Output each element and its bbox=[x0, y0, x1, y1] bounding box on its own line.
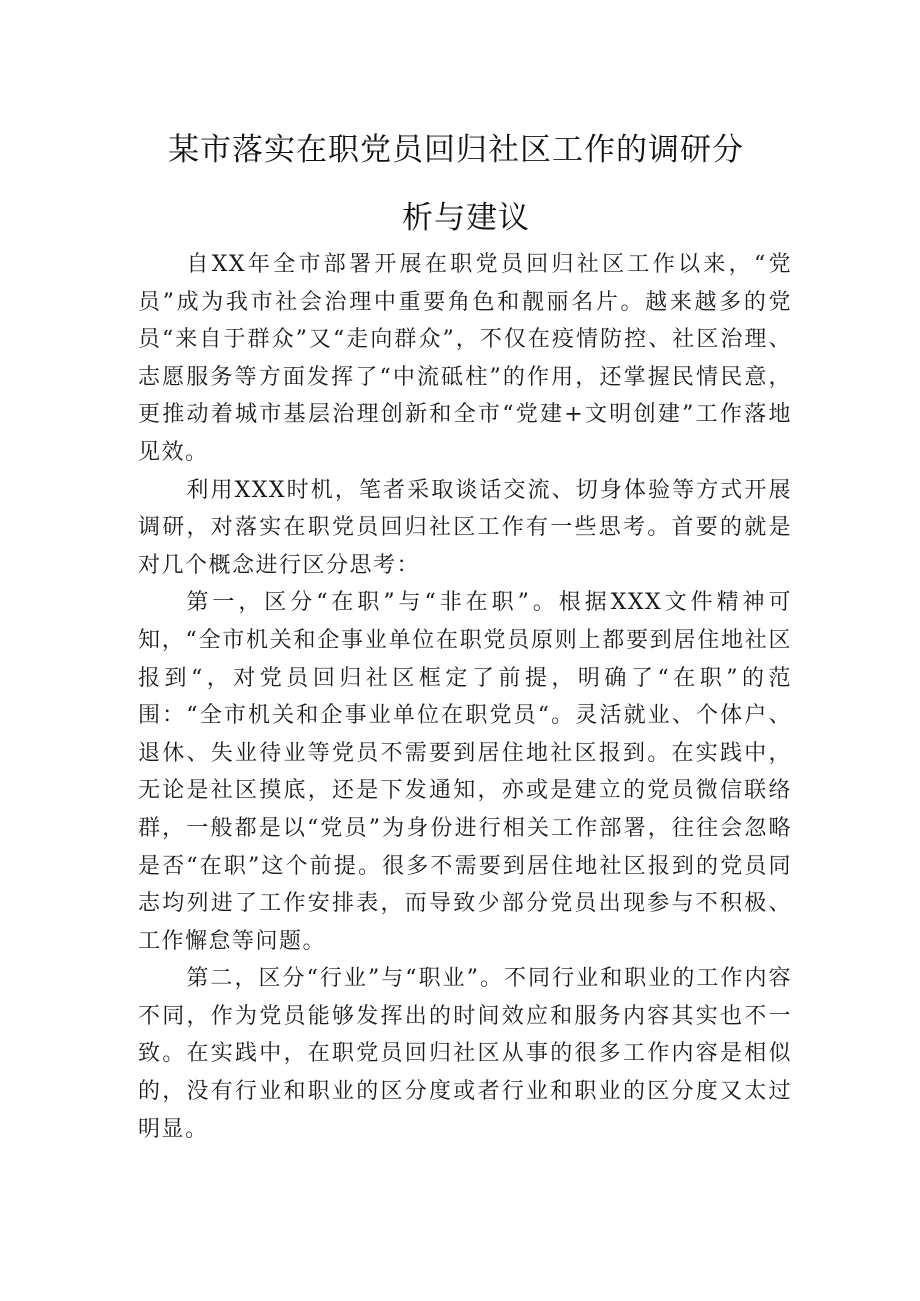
document-title-line-1: 某市落实在职党员回归社区工作的调研分 bbox=[168, 132, 744, 168]
paragraph-intro: 自XX年全市部署开展在职党员回归社区工作以来，“党员”成为我市社会治理中重要角色和靓丽名片。越来越多的党员“来自于群众”又“走向群众”，不仅在疫情防控、社区治理、志愿服务等方面发挥了“中流砥柱”的作用，还掌握民情民意，更推动着城市基层治理创新和全市“党建+文明创建”工作落地见效。 bbox=[138, 252, 792, 465]
document-body bbox=[138, 246, 792, 1148]
paragraph-first-distinction: 第一，区分“在职”与“非在职”。根据XXX文件精神可知，“全市机关和企事业单位在职党员原则上都要到居住地社区报到“，对党员回归社区框定了前提，明确了“在职”的范围：“全市机关和企事业单位在职党员“。灵活就业、个体户、退休、失业待业等党员不需要到居住地社区报到。在实践中，无论是社区摸底，还是下发通知，亦或是建立的党员微信联络群，一般都是以“党员”为身份进行相关工作部署，往往会忽略是否“在职”这个前提。很多不需要到居住地社区报到的党员同志均列进了工作安排表，而导致少部分党员出现参与不积极、工作懈怠等问题。 bbox=[138, 590, 792, 954]
document-title-line-2: 析与建议 bbox=[402, 200, 530, 236]
paragraph-second-distinction: 第二，区分“行业”与“职业”。不同行业和职业的工作内容不同，作为党员能够发挥出的时间效应和服务内容其实也不一致。在实践中，在职党员回归社区从事的很多工作内容是相似的，没有行业和职业的区分度或者行业和职业的区分度又太过明显。 bbox=[138, 966, 792, 1142]
paragraph-method: 利用XXX时机，笔者采取谈话交流、切身体验等方式开展调研，对落实在职党员回归社区工作有一些思考。首要的就是对几个概念进行区分思考： bbox=[138, 477, 792, 578]
